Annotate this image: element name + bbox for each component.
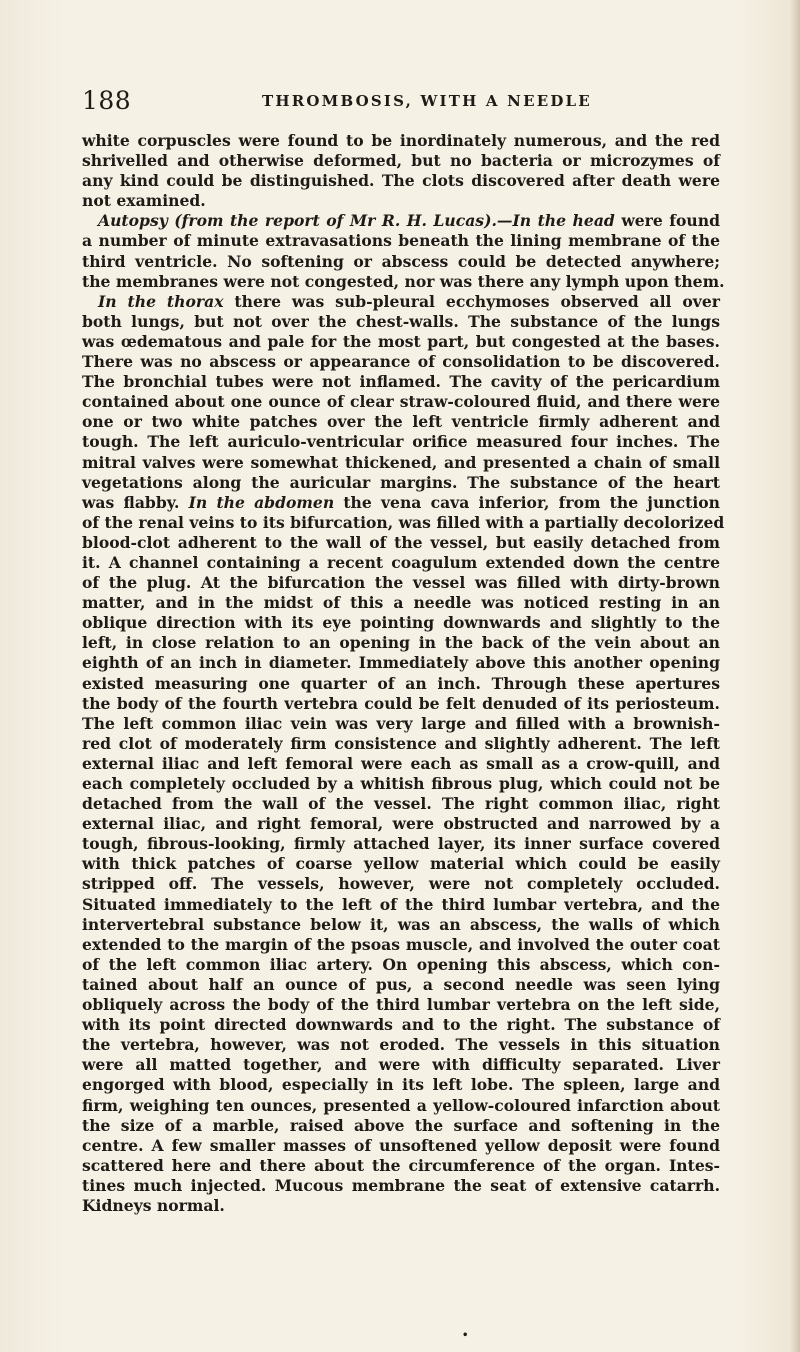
text-line: it. A channel containing a recent coagulum extended down the centre — [82, 552, 720, 572]
text-line: each completely occluded by a whitish fibrous plug, which could not be — [82, 774, 720, 793]
text-line — [82, 292, 720, 312]
text-line: eighth of an inch in diameter. Immediately above this another opening — [82, 653, 720, 673]
text-line: one or two white patches over the left ventricle firmly adherent and — [82, 412, 720, 432]
text-line: the body of the fourth vertebra could be felt denuded of its periosteum. — [82, 693, 720, 713]
text-line: engorged with blood, especially in its left lobe. The spleen, large and — [82, 1075, 720, 1095]
text-line: the membranes were not congested, nor was there any lymph upon them. — [82, 271, 725, 291]
text-line: tines much injected. Mucous membrane the seat of extensive catarrh. — [82, 1175, 720, 1195]
text-line: of the plug. At the bifurcation the vessel was filled with dirty-brown — [82, 573, 720, 593]
text-line: of the renal veins to its bifurcation, was filled with a partially decolorized — [82, 512, 725, 532]
running-title: THROMBOSIS, WITH A NEEDLE — [262, 92, 592, 110]
text-line — [82, 211, 720, 231]
body-text — [82, 131, 725, 1216]
text-line: external iliac, and right femoral, were obstructed and narrowed by a — [82, 814, 720, 834]
text-line: contained about one ounce of clear straw-coloured fluid, and there were — [82, 392, 720, 412]
text-line: oblique direction with its eye pointing downwards and slightly to the — [82, 613, 720, 633]
text-segment: there was sub-pleural ecchymoses observed all over — [223, 291, 721, 311]
page-header — [82, 86, 722, 120]
text-line: firm, weighing ten ounces, presented a yellow-coloured infarction about — [82, 1095, 720, 1115]
text-line — [82, 493, 720, 513]
text-line: stripped off. The vessels, however, were not completely occluded. — [82, 874, 720, 894]
text-line: mitral valves were somewhat thickened, and presented a chain of small — [82, 452, 720, 472]
italic-phrase: Autopsy (from the report of Mr R. H. Lucas).—In the head — [98, 211, 615, 231]
text-line: the size of a marble, raised above the surface and softening in the — [82, 1115, 720, 1135]
text-line: third ventricle. No softening or abscess could be detected anywhere; — [82, 251, 720, 271]
text-line: scattered here and there about the circumference of the organ. Intes- — [82, 1155, 720, 1175]
printer-mark: • — [462, 1330, 469, 1341]
text-segment: was flabby. — [82, 492, 189, 512]
text-line: left, in close relation to an opening in the back of the vein about an — [82, 633, 720, 653]
text-line: the vertebra, however, was not eroded. The vessels in this situation — [82, 1035, 720, 1055]
page-number: 188 — [82, 86, 132, 115]
text-line: external iliac and left femoral were each as small as a crow-quill, and — [82, 753, 720, 773]
text-line: any kind could be distinguished. The clots discovered after death were — [82, 171, 720, 191]
italic-phrase: In the thorax — [98, 291, 224, 311]
text-line: shrivelled and otherwise deformed, but no bacteria or microzymes of — [82, 151, 720, 171]
text-line: extended to the margin of the psoas muscle, and involved the outer coat — [82, 934, 720, 954]
text-line: tained about half an ounce of pus, a second needle was seen lying — [82, 974, 720, 994]
text-segment: the vena cava inferior, from the junction — [334, 492, 720, 512]
text-line: There was no abscess or appearance of consolidation to be discovered. — [82, 352, 720, 372]
text-line: white corpuscles were found to be inordinately numerous, and the red — [82, 131, 720, 150]
text-line: blood-clot adherent to the wall of the vessel, but easily detached from — [82, 532, 720, 552]
text-line: The bronchial tubes were not inflamed. The cavity of the pericardium — [82, 372, 720, 392]
text-line: were all matted together, and were with difficulty separated. Liver — [82, 1055, 720, 1075]
text-line: of the left common iliac artery. On opening this abscess, which con- — [82, 954, 720, 974]
text-line: matter, and in the midst of this a needle was noticed resting in an — [82, 593, 720, 613]
text-line: intervertebral substance below it, was an abscess, the walls of which — [82, 914, 720, 934]
text-line: detached from the wall of the vessel. The right common iliac, right — [82, 794, 720, 814]
text-line: Situated immediately to the left of the third lumbar vertebra, and the — [82, 894, 720, 914]
text-segment: were found — [614, 211, 720, 231]
text-line: with thick patches of coarse yellow material which could be easily — [82, 854, 720, 874]
text-line: tough. The left auriculo-ventricular orifice measured four inches. The — [82, 432, 720, 452]
text-line: both lungs, but not over the chest-walls. The substance of the lungs — [82, 311, 720, 331]
text-line: tough, fibrous-looking, firmly attached layer, its inner surface covered — [82, 834, 720, 854]
text-line: was œdematous and pale for the most part, but congested at the bases. — [82, 331, 720, 351]
text-line: centre. A few smaller masses of unsoftened yellow deposit were found — [82, 1135, 720, 1155]
text-line: red clot of moderately firm consistence and slightly adherent. The left — [82, 733, 720, 753]
text-line: Kidneys normal. — [82, 1195, 225, 1215]
text-line: a number of minute extravasations beneath the lining membrane of the — [82, 231, 720, 251]
text-line: not examined. — [82, 191, 206, 211]
page-edge-shadow — [790, 0, 800, 1352]
text-line: existed measuring one quarter of an inch. Through these apertures — [82, 673, 720, 693]
text-line: obliquely across the body of the third lumbar vertebra on the left side, — [82, 995, 720, 1015]
text-line: vegetations along the auricular margins. The substance of the heart — [82, 472, 720, 492]
text-line: The left common iliac vein was very large and filled with a brownish- — [82, 713, 720, 733]
italic-phrase: In the abdomen — [188, 492, 335, 512]
text-line: with its point directed downwards and to the right. The substance of — [82, 1015, 720, 1035]
